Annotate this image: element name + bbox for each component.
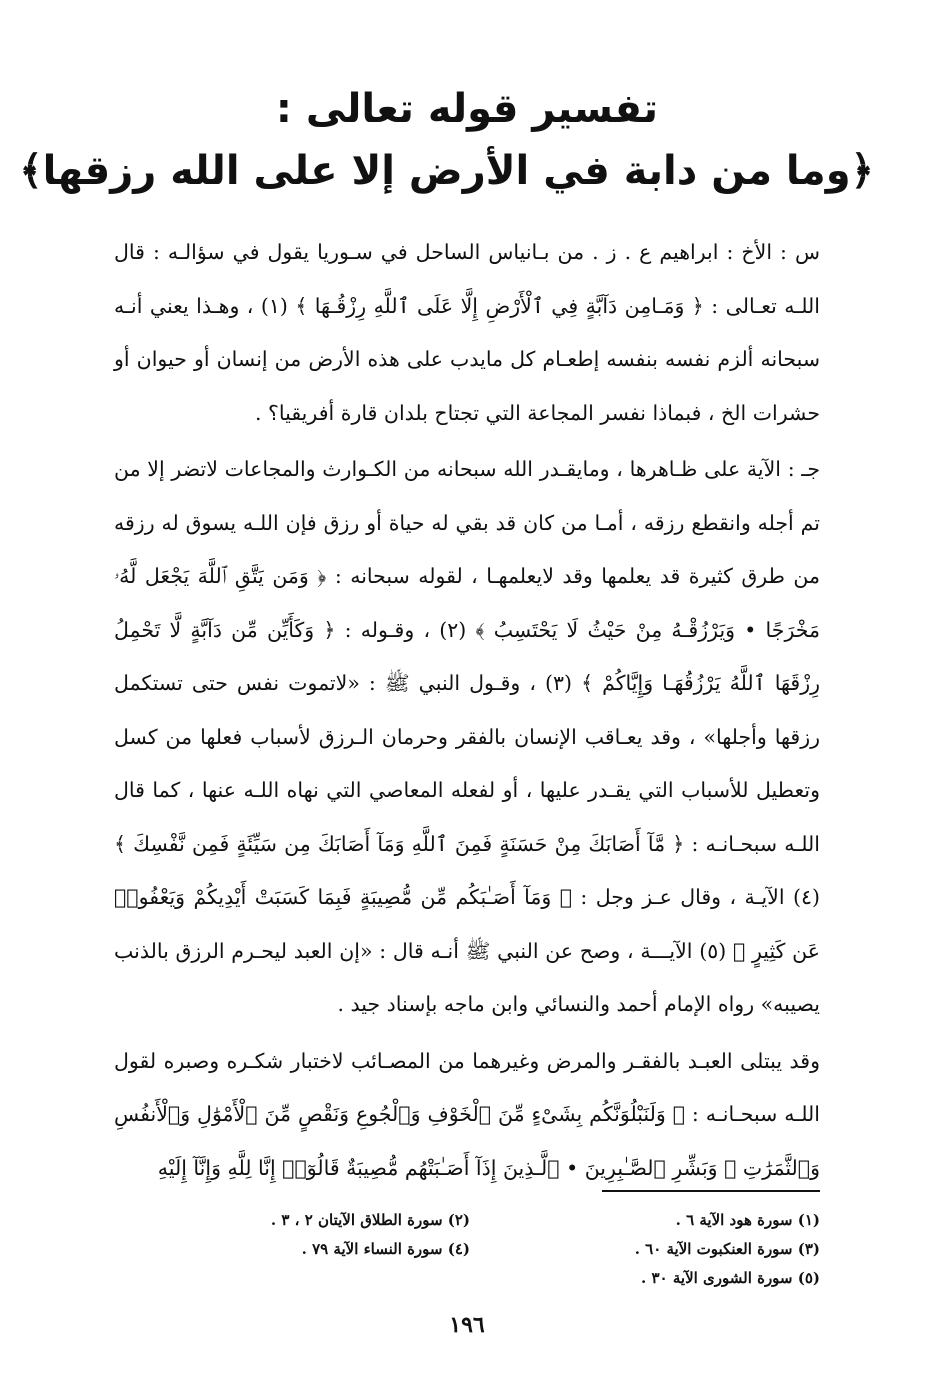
- page-title: تفسير قوله تعالى :: [275, 86, 659, 132]
- page-number: ١٩٦: [449, 1312, 485, 1338]
- footnote-empty: [120, 1264, 470, 1293]
- footnote-row: [114, 1264, 820, 1293]
- question-paragraph: س : الأخ : ابراهيم ع . ز . من بـانياس الساحل في سـوريا يقول في سؤالـه : قال اللـه تعـالى : ﴿ وَمَـامِن دَآبَّةٍ فِي ٱلْأَرْضِ إِلَّا عَلَى ٱللَّهِ رِزْقُـهَا ﴾ (١) ، وهـذا يعني أنـه سبحانه ألزم نفسه بنفسه إطعـام كل مايدب على هذه الأرض من إنسان أو حيوان أو حشرات الخ ، فبماذا نفسر المجاعة التي تجتاح بلدان قارة أفريقيا؟ .: [114, 240, 820, 425]
- footnote-1: (١) سورة هود الآية ٦ .: [675, 1211, 820, 1229]
- footnote-2: (٢) سورة الطلاق الآيتان ٢ ، ٣ .: [270, 1211, 470, 1229]
- footnote-5: (٥) سورة الشورى الآية ٣٠ .: [641, 1269, 820, 1287]
- footnote-divider: [602, 1190, 820, 1192]
- footnote-row: [114, 1235, 820, 1264]
- footnote-row: [114, 1206, 820, 1235]
- body-text: [114, 226, 820, 1195]
- footnote-3: (٣) سورة العنكبوت الآية ٦٠ .: [634, 1240, 820, 1258]
- footnotes: [114, 1206, 820, 1293]
- verse-title: ﴿وما من دابة في الأرض إلا على الله رزقها﴾: [19, 148, 874, 194]
- answer-paragraph: جـ : الآية على ظـاهرها ، ومايقـدر الله سبحانه من الكـوارث والمجاعات لاتضر إلا من تم أجله وانقطع رزقه ، أمـا من كان قد بقي له حياة أو رزق فإن اللـه يسوق له رزقه من طرق كثيرة قد يعلمها وقد لايعلمهـا ، لقوله سبحانه : ﴿ وَمَن يَتَّقِ ٱللَّهَ يَجْعَل لَّهُۥ مَخْرَجًا • وَيَرْزُقْـهُ مِنْ حَيْثُ لَا يَحْتَسِبُ ﴾ (٢) ، وقـوله : ﴿ وَكَأَيِّن مِّن دَآبَّةٍ لَّا تَحْمِلُ رِزْقَهَا ٱللَّهُ يَرْزُقُهَـا وَإِيَّاكُمْ ﴾ (٣) ، وقـول النبي ﷺ : «لاتموت نفس حتى تستكمل رزقها وأجلها» ، وقد يعـاقب الإنسان بالفقر وحرمان الـرزق لأسباب فعلها من كسل وتعطيل للأسباب التي يقـدر عليها ، أو لفعله المعاصي التي نهاه اللـه عنها ، كما قال اللـه سبحـانـه : ﴿ مَّآ أَصَابَكَ مِنْ حَسَنَةٍ فَمِنَ ٱللَّهِ وَمَآ أَصَابَكَ مِن سَيِّئَةٍ فَمِن نَّفْسِكَ ﴾ (٤) الآيـة ، وقال عـز وجل : ﴿ وَمَآ أَصَـٰبَكُم مِّن مُّصِيبَةٍ فَبِمَا كَسَبَتْ أَيْدِيكُمْ وَيَعْفُوا۟ عَن كَثِيرٍ ﴾ (٥) الآيـــة ، وصح عن النبي ﷺ أنـه قال : «إن العبد ليحـرم الرزق بالذنب يصيبه» رواه الإمام أحمد والنسائي وابن ماجه بإسناد جيد .: [114, 457, 820, 1016]
- title-block: [19, 78, 874, 202]
- footnote-4: (٤) سورة النساء الآية ٧٩ .: [301, 1240, 470, 1258]
- continuation-paragraph: وقد يبتلى العبـد بالفقـر والمرض وغيرهما من المصـائب لاختبار شكـره وصبره لقول اللـه سبحـانـه : ﴿ وَلَنَبْلُوَنَّكُم بِشَىْءٍ مِّنَ ٱلْخَوْفِ وَٱلْجُوعِ وَنَقْصٍ مِّنَ ٱلْأَمْوَٰلِ وَٱلْأَنفُسِ وَٱلثَّمَرَٰتِ ۗ وَبَشِّرِ ٱلصَّـٰبِرِينَ • ٱلَّـذِينَ إِذَآ أَصَـٰبَتْهُم مُّصِيبَةٌ قَالُوٓا۟ إِنَّا لِلَّهِ وَإِنَّآ إِلَيْهِ: [114, 1048, 820, 1180]
